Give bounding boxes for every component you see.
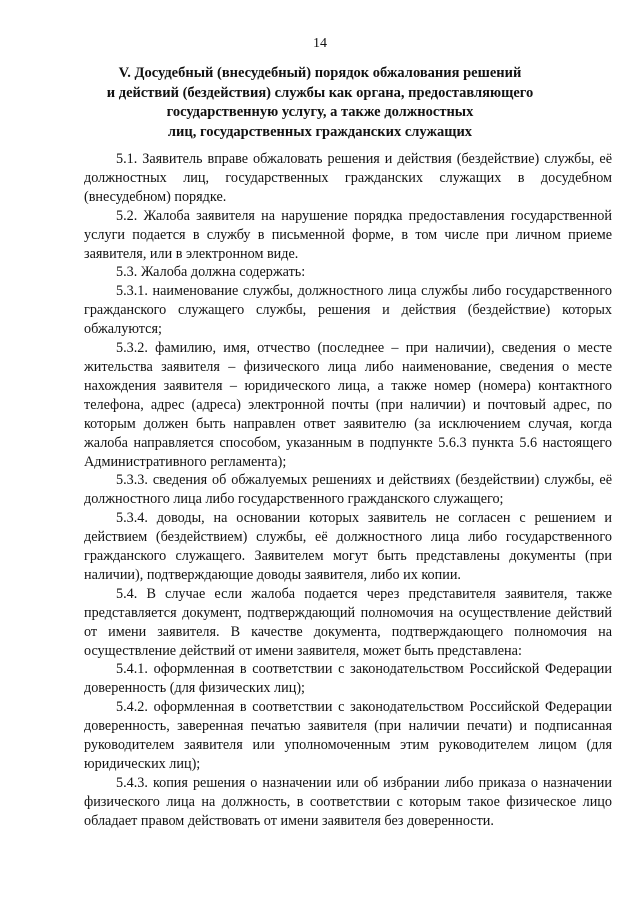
paragraph-5-2: 5.2. Жалоба заявителя на нарушение порядка предоставления государственной услуги подается в службу в письменной форме, в том числе при личном приеме заявителя, или в электронном виде. <box>84 207 612 262</box>
document-body <box>84 150 612 831</box>
section-title-line-3: государственную услугу, а также должностных <box>166 104 474 120</box>
page-number: 14 <box>313 36 327 51</box>
paragraph-5-3-4: 5.3.4. доводы, на основании которых заявитель не согласен с решением и действием (бездействием) службы, её должностного лица либо государственного гражданского служащего. Заявителем могут быть представлены документы (при наличии), подтверждающие доводы заявителя, либо их копии. <box>84 510 612 583</box>
section-title-line-1: V. Досудебный (внесудебный) порядок обжалования решений <box>118 65 522 81</box>
paragraph-5-3-1: 5.3.1. наименование службы, должностного лица службы либо государственного гражданского служащего службы, решения и действия (бездействие) которых обжалуются; <box>84 283 612 338</box>
paragraph-5-1: 5.1. Заявитель вправе обжаловать решения и действия (бездействие) службы, её должностных лиц, государственных гражданских служащих в досудебном (внесудебном) порядке. <box>84 151 612 205</box>
paragraph-5-3: 5.3. Жалоба должна содержать: <box>116 264 306 281</box>
paragraph-5-3-3: 5.3.3. сведения об обжалуемых решениях и действиях (бездействии) службы, её должностного лица либо государственного гражданского служащего; <box>84 472 612 508</box>
section-title <box>90 64 550 142</box>
paragraph-5-3-2: 5.3.2. фамилию, имя, отчество (последнее – при наличии), сведения о месте жительства заявителя – физического лица либо наименование, сведения о месте нахождения заявителя – юридического лица, а также номер (номера) контактного телефона, адрес (адреса) электронной почты (при наличии) и почтовый адрес, по которым должен быть направлен ответ заявителю (за исключением случая, когда жалоба направляется способом, указанным в подпункте 5.6.3 пункта 5.6 настоящего Административного регламента); <box>84 340 612 470</box>
paragraph-5-4-1: 5.4.1. оформленная в соответствии с законодательством Российской Федерации доверенность (для физических лиц); <box>84 661 612 697</box>
section-title-line-4: лиц, государственных гражданских служащих <box>167 123 473 140</box>
paragraph-5-4-3: 5.4.3. копия решения о назначении или об избрании либо приказа о назначении физического лица на должность, в соответствии с которым такое физическое лицо обладает правом действовать от имени заявителя без доверенности. <box>84 774 612 829</box>
paragraph-5-4: 5.4. В случае если жалоба подается через представителя заявителя, также представляется документ, подтверждающий полномочия на осуществление действий от имени заявителя. В качестве документа, подтверждающего полномочия на осуществление действий от имени заявителя, может быть представлена: <box>84 585 612 659</box>
section-title-line-2: и действий (бездействия) службы как органа, предоставляющего <box>106 84 534 101</box>
paragraph-5-4-2: 5.4.2. оформленная в соответствии с законодательством Российской Федерации доверенность, заверенная печатью заявителя (при наличии печати) и подписанная руководителем заявителя или уполномоченным этим руководителем лицом (для юридических лиц); <box>84 699 612 772</box>
